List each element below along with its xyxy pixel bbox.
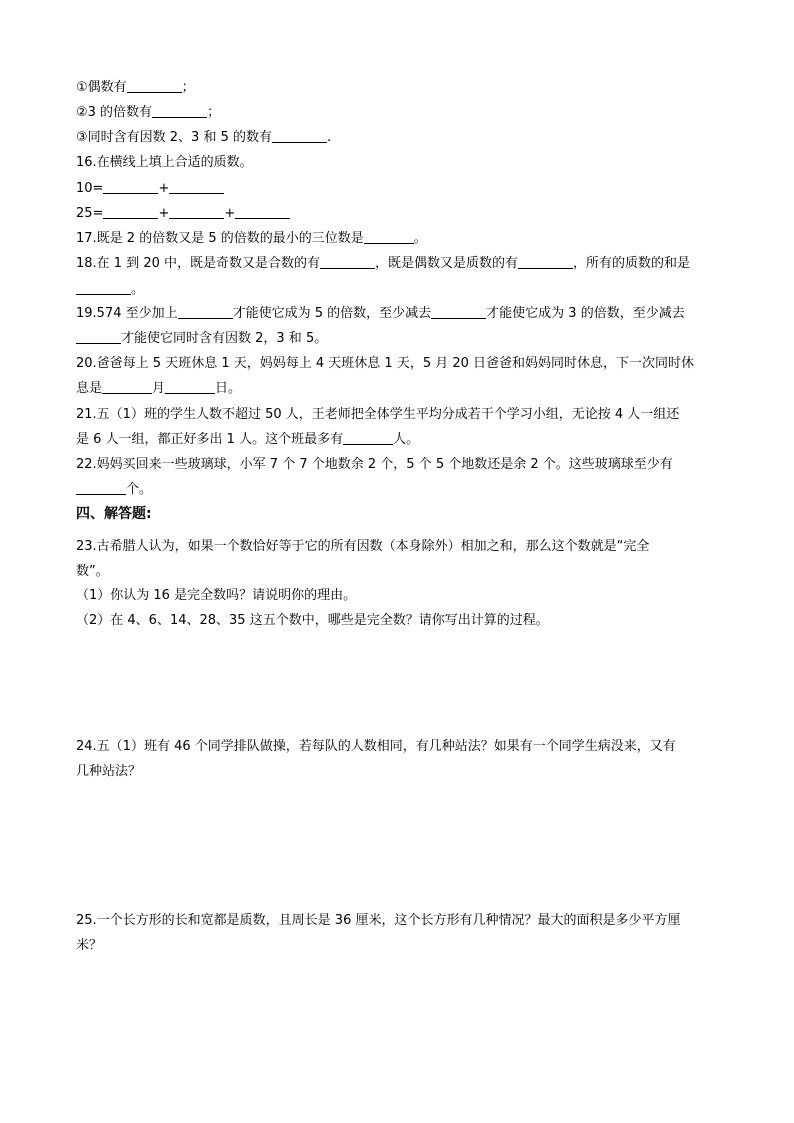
answer-blank[interactable] [343, 432, 393, 445]
answer-blank[interactable] [169, 206, 224, 219]
answer-blank[interactable] [518, 256, 573, 269]
section-heading-answers: 四、解答题: [76, 506, 152, 522]
q15-part1: ①偶数有 ； [76, 80, 195, 95]
q25-question-cont: 米？ [76, 938, 103, 953]
q15-part3: ③同时含有因数 2、3 和 5 的数有 . [76, 130, 332, 145]
q22-question: 22.妈妈买回来一些玻璃球，小军 7 个 7 个地数余 2 个，5 个 5 个地数还是余 2 个。这些玻璃球至少有 [76, 457, 673, 472]
q16-equation-10: 10= + [76, 181, 224, 197]
q20-question: 20.爸爸每上 5 天班休息 1 天，妈妈每上 4 天班休息 1 天，5 月 20 日爸爸和妈妈同时休息，下一次同时休 [76, 356, 695, 371]
q16-equation-25: 25= + + [76, 206, 290, 222]
q17-question: 17.既是 2 的倍数又是 5 的倍数的最小的三位数是 。 [76, 231, 427, 246]
q23-question-cont: 数”。 [76, 564, 109, 579]
answer-blank[interactable] [102, 381, 152, 394]
answer-blank[interactable] [364, 231, 414, 244]
q23-subquestion-2: （2）在 4、6、14、28、35 这五个数中，哪些是完全数？请你写出计算的过程。 [76, 613, 549, 628]
q19-question-cont: 才能使它同时含有因数 2，3 和 5。 [76, 331, 327, 347]
answer-blank[interactable] [76, 331, 121, 344]
q25-question: 25.一个长方形的长和宽都是质数，且周长是 36 厘米，这个长方形有几种情况？最大的面积是多少平方厘 [76, 913, 681, 928]
answer-blank[interactable] [431, 306, 486, 319]
answer-blank[interactable] [152, 105, 207, 118]
answer-blank[interactable] [76, 282, 131, 295]
q20-question-cont: 息是 月 日。 [76, 381, 242, 396]
answer-blank[interactable] [169, 181, 224, 194]
answer-blank[interactable] [178, 306, 233, 319]
q24-question: 24.五（1）班有 46 个同学排队做操，若每队的人数相同，有几种站法？如果有一个同学生病没来，又有 [76, 739, 676, 754]
q15-part2: ②3 的倍数有 ； [76, 105, 221, 120]
answer-blank[interactable] [165, 381, 215, 394]
answer-blank[interactable] [320, 256, 375, 269]
q18-question-cont: 。 [76, 282, 144, 298]
answer-blank[interactable] [76, 482, 126, 495]
answer-blank[interactable] [127, 80, 182, 93]
q18-question: 18.在 1 到 20 中，既是奇数又是合数的有 ，既是偶数又是质数的有 ，所有的质数的和是 [76, 256, 691, 271]
q21-question-cont: 是 6 人一组，都正好多出 1 人。这个班最多有 人。 [76, 432, 420, 447]
answer-blank[interactable] [272, 130, 327, 143]
q21-question: 21.五（1）班的学生人数不超过 50 人，王老师把全体学生平均分成若干个学习小组，无论按 4 人一组还 [76, 407, 680, 422]
answer-blank[interactable] [103, 181, 158, 194]
answer-blank[interactable] [235, 206, 290, 219]
answer-blank[interactable] [103, 206, 158, 219]
q22-question-cont: 个。 [76, 482, 152, 498]
q23-question: 23.古希腊人认为，如果一个数恰好等于它的所有因数（本身除外）相加之和，那么这个数就是“完全 [76, 539, 650, 554]
q19-question: 19.574 至少加上 才能使它成为 5 的倍数，至少减去 才能使它成为 3 的倍数，至少减去 [76, 306, 685, 321]
q24-question-cont: 几种站法？ [76, 764, 142, 779]
q16-question: 16.在横线上填上合适的质数。 [76, 155, 253, 170]
q23-subquestion-1: （1）你认为 16 是完全数吗？请说明你的理由。 [76, 588, 357, 603]
